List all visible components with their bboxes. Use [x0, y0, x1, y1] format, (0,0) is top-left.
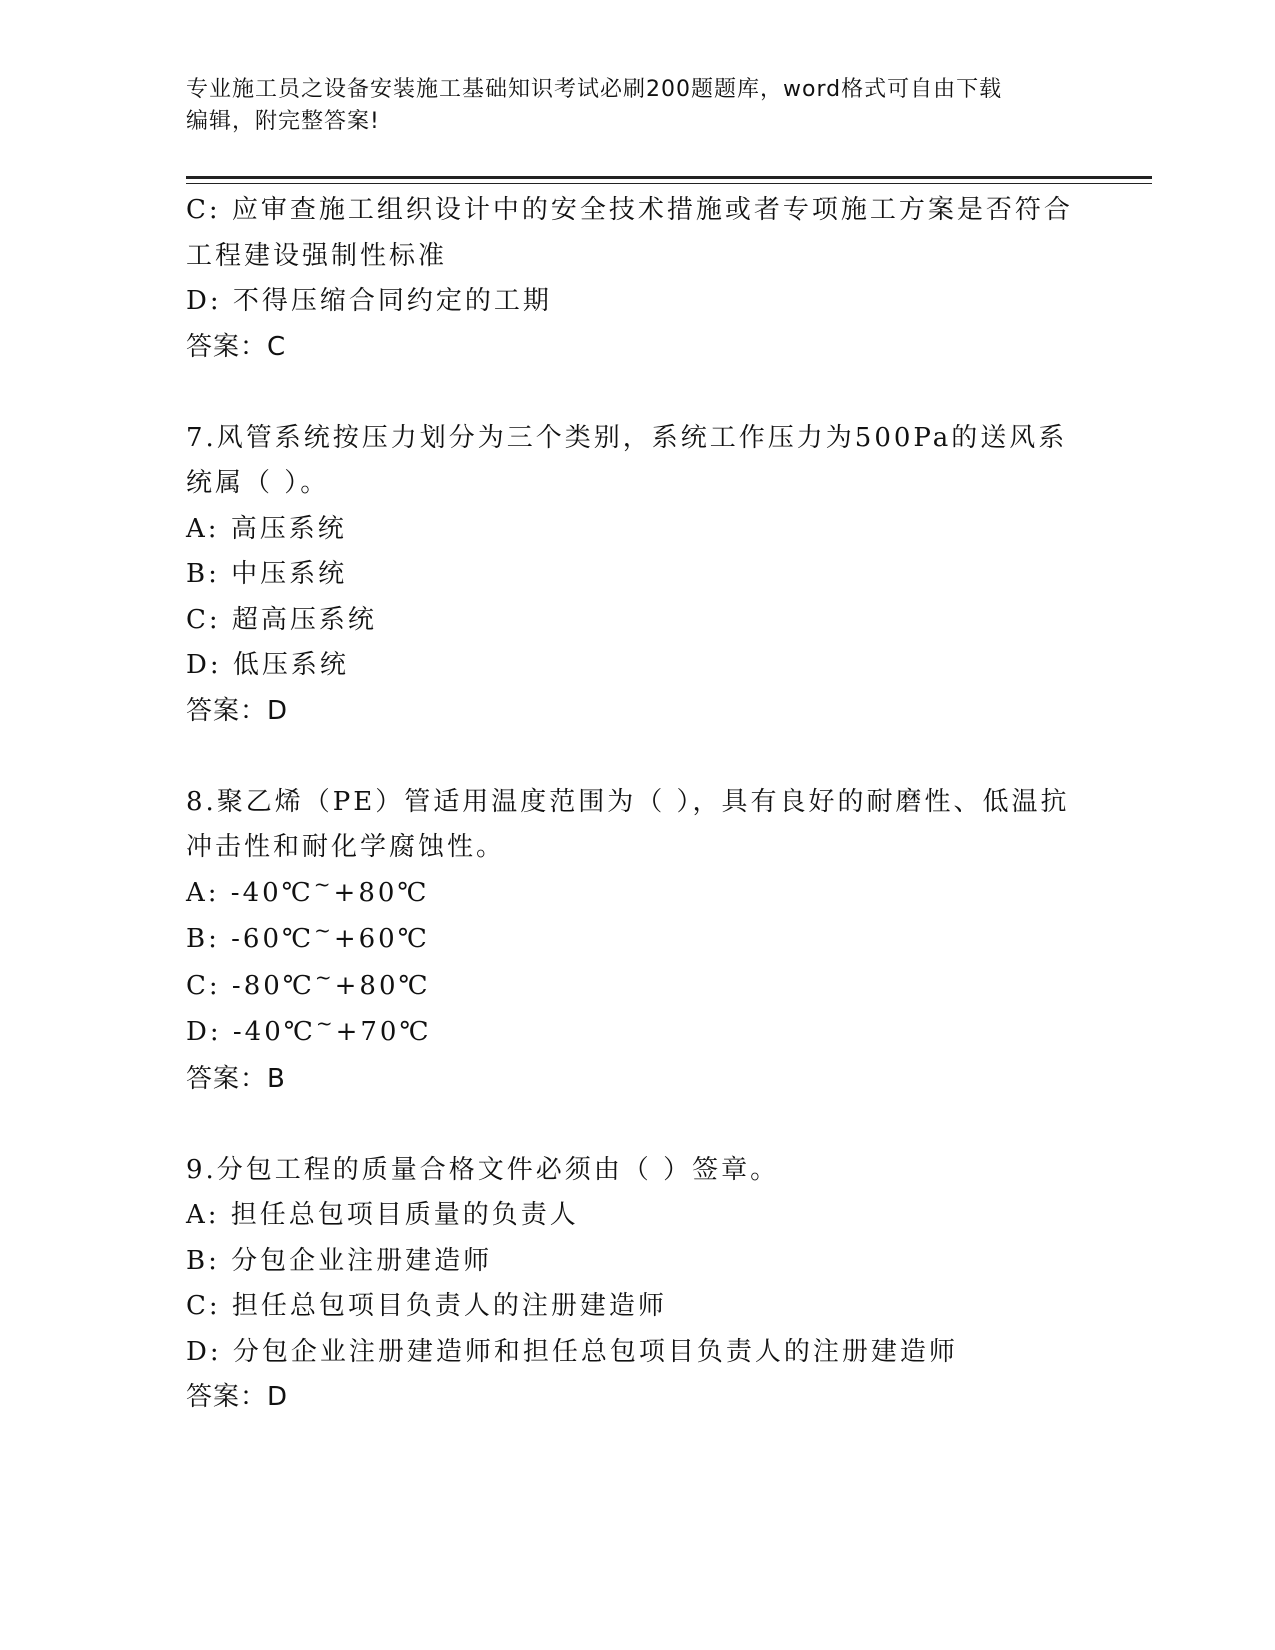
question-6	[186, 188, 1106, 370]
header-divider-thin	[186, 183, 1152, 184]
q8-option-a	[186, 871, 1106, 918]
q7-option-c: C: 超高压系统	[186, 604, 377, 635]
tilde-symbol: ~	[314, 918, 334, 942]
spacer	[186, 370, 1106, 416]
q7-stem-line1: 7.风管系统按压力划分为三个类别，系统工作压力为500Pa的送风系	[186, 422, 1068, 453]
question-content	[186, 188, 1106, 1421]
q8-option-d-min: D: -40℃	[186, 1017, 316, 1047]
q8-answer: 答案：B	[186, 1063, 286, 1094]
document-header	[186, 74, 1086, 138]
tilde-symbol: ~	[314, 964, 335, 989]
q8-option-a-min: A: -40℃	[186, 877, 314, 908]
q8-option-d-max: +70℃	[335, 1017, 432, 1047]
spacer	[186, 734, 1106, 780]
q7-option-b: B: 中压系统	[186, 559, 348, 589]
q9-stem: 9.分包工程的质量合格文件必须由（ ）签章。	[186, 1154, 780, 1185]
q7-option-d: D: 低压系统	[186, 650, 349, 680]
q8-option-a-max: +80℃	[333, 877, 430, 908]
q6-option-d: D: 不得压缩合同约定的工期	[186, 286, 552, 316]
q7-answer: 答案：D	[186, 695, 289, 726]
q9-option-a: A: 担任总包项目质量的负责人	[186, 1200, 579, 1230]
question-8	[186, 780, 1106, 1103]
question-7	[186, 416, 1106, 735]
header-title-line1: 专业施工员之设备安装施工基础知识考试必刷200题题库，word格式可自由下载	[186, 77, 1003, 102]
q9-option-c: C: 担任总包项目负责人的注册建造师	[186, 1291, 667, 1321]
q6-answer: 答案：C	[186, 331, 287, 362]
q8-option-c-min: C: -80℃	[186, 970, 315, 1001]
q8-option-b	[186, 917, 1106, 964]
q9-option-d: D: 分包企业注册建造师和担任总包项目负责人的注册建造师	[186, 1336, 958, 1367]
spacer	[186, 1102, 1106, 1148]
q8-option-c	[186, 964, 1106, 1011]
q8-option-b-max: +60℃	[333, 924, 430, 954]
question-9	[186, 1148, 1106, 1421]
q6-option-c-line1: C: 应审查施工组织设计中的安全技术措施或者专项施工方案是否符合	[186, 195, 1073, 225]
q8-option-b-min: B: -60℃	[186, 924, 315, 954]
q9-option-b: B: 分包企业注册建造师	[186, 1245, 493, 1276]
header-title-line2: 编辑，附完整答案!	[186, 109, 380, 134]
tilde-symbol: ~	[315, 1011, 336, 1035]
q8-stem-line1: 8.聚乙烯（PE）管适用温度范围为（ ），具有良好的耐磨性、低温抗	[186, 786, 1070, 817]
q8-option-d	[186, 1010, 1106, 1057]
tilde-symbol: ~	[313, 871, 334, 896]
q7-option-a: A: 高压系统	[186, 513, 347, 544]
q7-stem-line2: 统属（ ）。	[186, 468, 330, 498]
q8-option-c-max: +80℃	[334, 970, 431, 1001]
q9-answer: 答案：D	[186, 1382, 289, 1412]
header-divider-thick	[186, 176, 1152, 179]
q6-option-c-line2: 工程建设强制性标准	[186, 240, 448, 271]
q8-stem-line2: 冲击性和耐化学腐蚀性。	[186, 832, 506, 862]
